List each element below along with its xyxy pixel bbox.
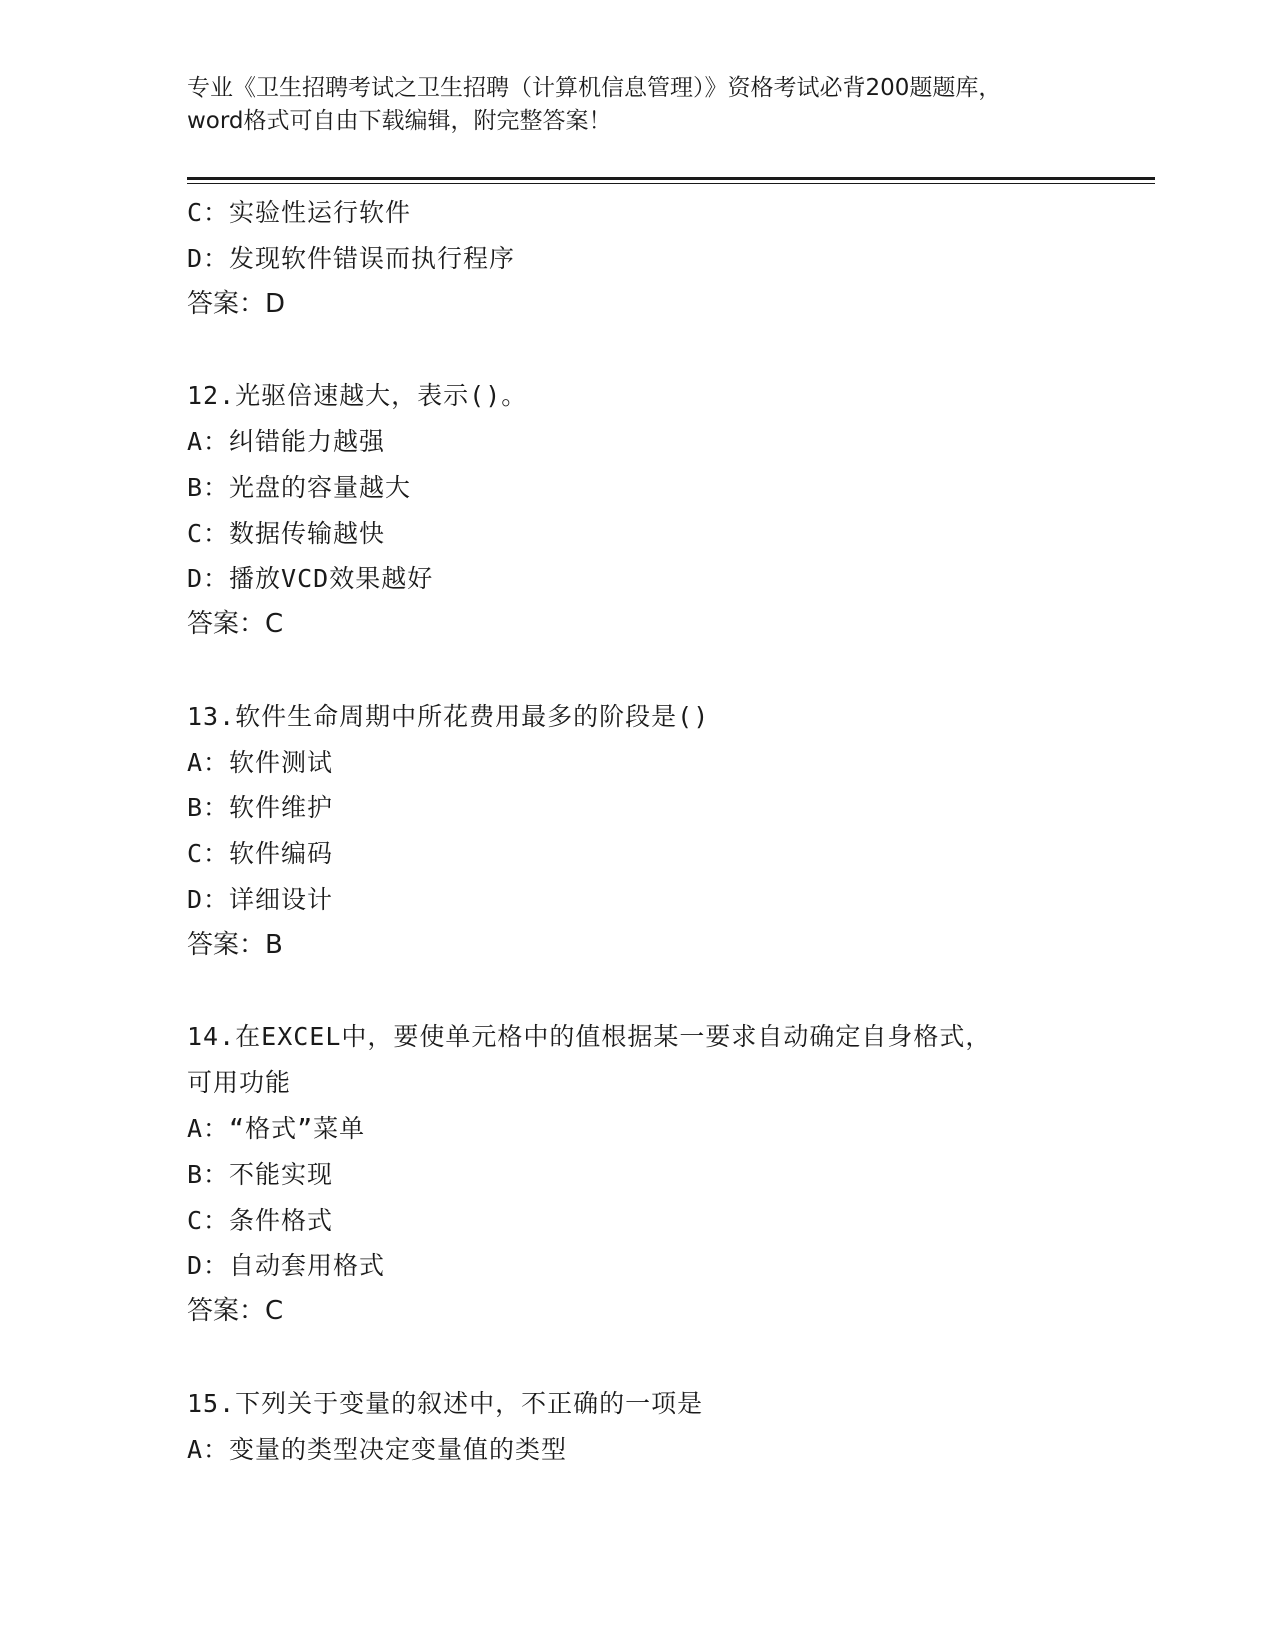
answer: 答案：D [187, 288, 286, 319]
option-a: A：“格式”菜单 [187, 1113, 366, 1143]
answer: 答案：C [187, 1296, 284, 1327]
answer: 答案：C [187, 609, 284, 640]
header-divider-thin [187, 183, 1155, 184]
answer: 答案：B [187, 929, 283, 960]
question-15 [187, 1381, 1147, 1473]
question-text: 13.软件生命周期中所花费用最多的阶段是() [187, 701, 710, 731]
header-divider-thick [187, 177, 1155, 180]
spacer [187, 648, 1147, 694]
option-c: C：数据传输越快 [187, 518, 386, 548]
spacer [187, 969, 1147, 1015]
spacer [187, 327, 1147, 373]
option-c: C：条件格式 [187, 1205, 334, 1235]
option-a: A：变量的类型决定变量值的类型 [187, 1434, 568, 1464]
option-d: D：播放VCD效果越好 [187, 564, 434, 594]
option-c: C：软件编码 [187, 839, 334, 869]
option-a: A：软件测试 [187, 747, 334, 777]
question-text-line-2: 可用功能 [187, 1068, 292, 1098]
spacer [187, 1335, 1147, 1381]
option-a: A：纠错能力越强 [187, 426, 386, 456]
option-b: B：软件维护 [187, 793, 334, 823]
question-text: 15.下列关于变量的叙述中，不正确的一项是 [187, 1388, 704, 1418]
question-text: 12.光驱倍速越大，表示()。 [187, 381, 528, 411]
question-12 [187, 373, 1147, 648]
option-c: C：实验性运行软件 [187, 198, 412, 227]
question-text-line-1: 14.在EXCEL中，要使单元格中的值根据某一要求自动确定自身格式， [187, 1022, 992, 1052]
question-13 [187, 694, 1147, 969]
option-b: B：光盘的容量越大 [187, 472, 412, 502]
question-14 [187, 1014, 1147, 1335]
option-d: D：发现软件错误而执行程序 [187, 243, 516, 273]
document-header [187, 72, 1167, 138]
header-line-1: 专业《卫生招聘考试之卫生招聘（计算机信息管理）》资格考试必背200题题库， [187, 75, 1002, 101]
option-d: D：自动套用格式 [187, 1251, 386, 1281]
header-line-2: word格式可自由下载编辑，附完整答案！ [187, 108, 612, 134]
option-d: D：详细设计 [187, 884, 334, 914]
question-list [187, 190, 1147, 1472]
option-b: B：不能实现 [187, 1159, 334, 1189]
question-11-continuation [187, 190, 1147, 327]
